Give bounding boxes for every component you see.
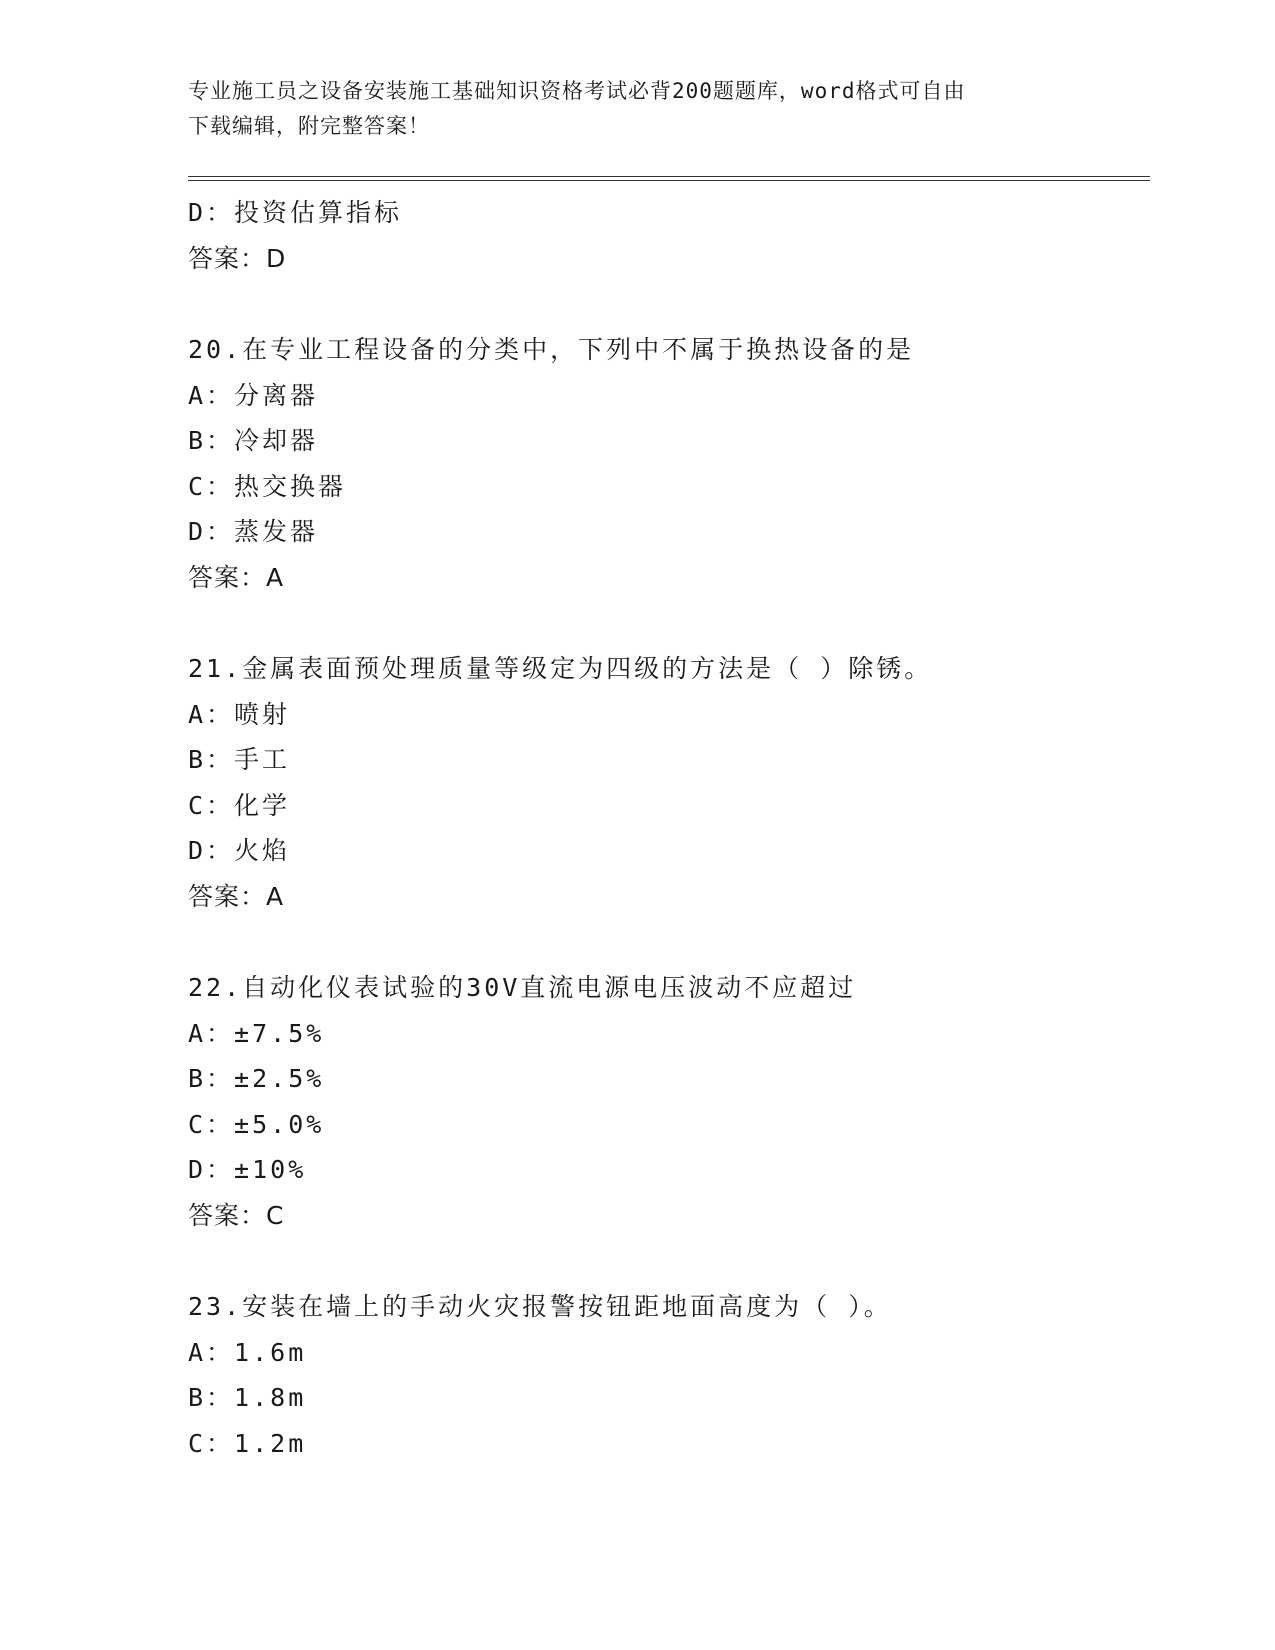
option-b: B：±2.5%	[188, 1064, 325, 1093]
answer-21: 答案：A	[188, 881, 285, 911]
option-c: C：1.2m	[188, 1428, 307, 1458]
spacer	[188, 600, 1148, 646]
header-line-1: 专业施工员之设备安装施工基础知识资格考试必背200题题库，word格式可自由	[188, 79, 966, 103]
question-stem-21: 21.金属表面预处理质量等级定为四级的方法是（ ）除锈。	[188, 654, 933, 683]
spacer	[188, 281, 1148, 327]
spacer	[188, 1238, 1148, 1284]
answer-20: 答案：A	[188, 562, 285, 592]
answer-22: 答案：C	[188, 1200, 285, 1230]
document-header	[188, 74, 1088, 144]
prev-answer: 答案：D	[188, 243, 287, 273]
option-c: C：±5.0%	[188, 1109, 325, 1139]
header-divider-bottom	[188, 180, 1150, 181]
prev-option-d: D：投资估算指标	[188, 198, 403, 227]
question-stem-20: 20.在专业工程设备的分类中，下列中不属于换热设备的是	[188, 335, 915, 364]
option-d: D：蒸发器	[188, 517, 319, 546]
option-c: C：热交换器	[188, 471, 347, 501]
option-b: B：冷却器	[188, 426, 319, 455]
option-a: A：喷射	[188, 699, 291, 729]
header-divider-top	[188, 176, 1150, 177]
option-b: B：手工	[188, 745, 291, 774]
option-c: C：化学	[188, 790, 291, 820]
header-line-2: 下载编辑，附完整答案！	[188, 114, 430, 138]
spacer	[188, 919, 1148, 965]
question-stem-22: 22.自动化仪表试验的30V直流电源电压波动不应超过	[188, 973, 857, 1002]
option-a: A：±7.5%	[188, 1018, 325, 1048]
option-b: B：1.8m	[188, 1383, 307, 1412]
option-a: A：1.6m	[188, 1337, 307, 1367]
option-a: A：分离器	[188, 380, 319, 410]
question-stem-23: 23.安装在墙上的手动火灾报警按钮距地面高度为（ ）。	[188, 1292, 892, 1321]
option-d: D：火焰	[188, 836, 291, 865]
question-content	[188, 190, 1148, 1466]
option-d: D：±10%	[188, 1155, 307, 1184]
